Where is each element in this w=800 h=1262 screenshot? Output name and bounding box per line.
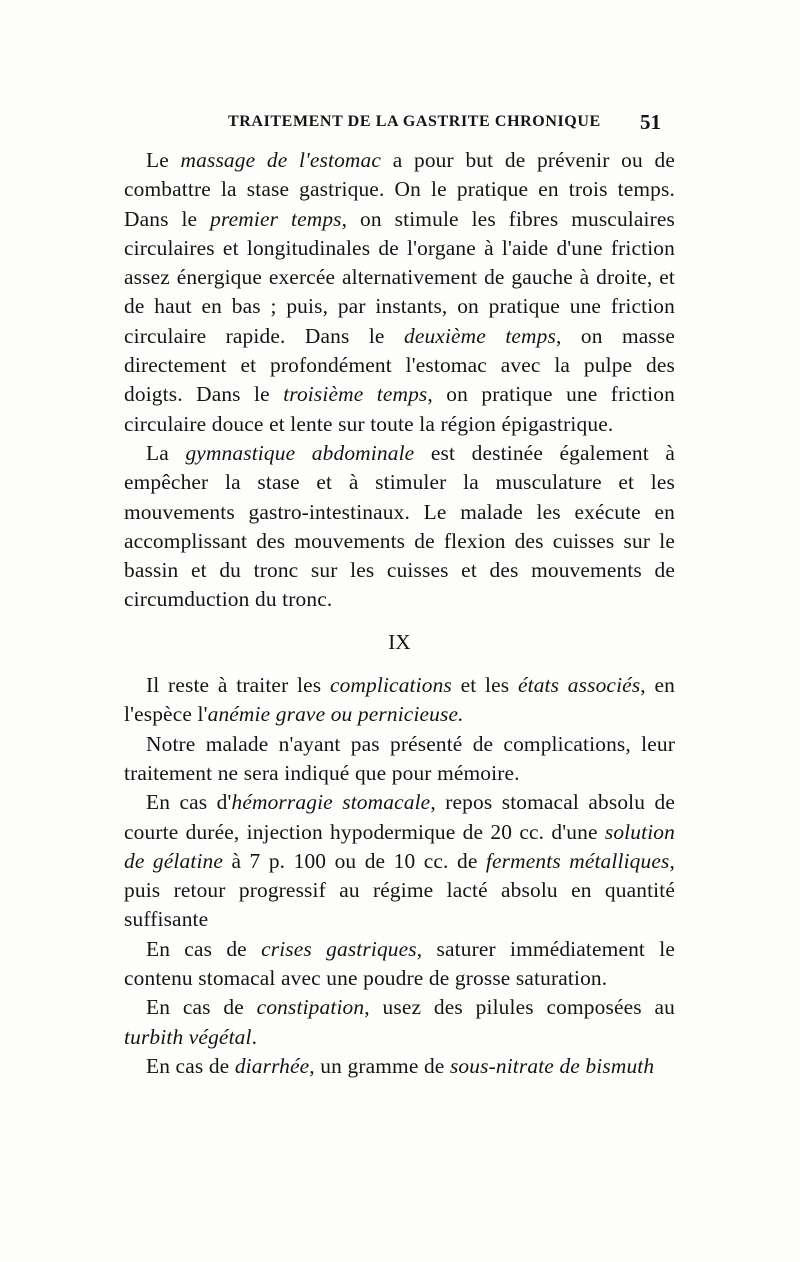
text-run: est destinée également à empêcher la stase et à stimuler la musculature et les mouvements gastro-intestinaux. Le malade les exécute en accomplissant des mouvements de flexion des cuisses sur le bassin et du tronc sur les cuisses et des mouvements de circumduction du tronc. bbox=[124, 440, 676, 612]
section-heading: IX bbox=[388, 629, 411, 654]
paragraph-gymnastique bbox=[124, 439, 675, 615]
italic-term: deuxième temps bbox=[403, 323, 556, 348]
text-run: En cas d' bbox=[146, 790, 232, 815]
italic-term: anémie grave ou pernicieuse. bbox=[207, 702, 464, 727]
paragraph-hemorragie bbox=[124, 788, 675, 934]
italic-term: premier temps bbox=[210, 206, 342, 231]
text-run: , on pratique une friction circulaire douce et lente sur toute la région épigastrique. bbox=[124, 382, 675, 436]
running-header bbox=[0, 110, 800, 143]
text-run: et les bbox=[451, 673, 518, 698]
text-run: Il reste à traiter les bbox=[146, 673, 330, 698]
paragraph-memoire bbox=[124, 730, 675, 789]
text-run: En cas de bbox=[146, 995, 257, 1020]
italic-term: constipation bbox=[256, 995, 365, 1020]
italic-term: complications bbox=[329, 673, 452, 698]
italic-term: troisième temps bbox=[283, 382, 428, 407]
text-run: , repos stomacal absolu de courte durée, injection hypodermique de 20 cc. d'une bbox=[124, 790, 675, 844]
italic-term: turbith végétal bbox=[124, 1024, 252, 1049]
text-run: , puis retour progressif au régime lacté absolu en quantité suffisante bbox=[124, 848, 675, 932]
text-run: , on masse directement et profondément l'estomac avec la pulpe des doigts. Dans le bbox=[124, 323, 675, 407]
text-run: à 7 p. 100 ou de 10 cc. de bbox=[223, 848, 486, 873]
paragraph-crises bbox=[124, 935, 675, 994]
text-run: . bbox=[251, 1024, 258, 1049]
text-run: Le bbox=[146, 148, 181, 172]
italic-term: solution de gélatine bbox=[124, 819, 675, 873]
italic-term: ferments métalliques bbox=[485, 848, 670, 873]
paragraph-massage bbox=[124, 146, 675, 439]
text-run: En cas de bbox=[146, 1053, 235, 1078]
text-run: En cas de bbox=[146, 936, 262, 961]
text-run: , en l'espèce l' bbox=[124, 673, 675, 727]
paragraph-complications bbox=[124, 671, 675, 730]
italic-term: massage de l'estomac bbox=[180, 148, 382, 172]
text-run: Notre malade n'ayant pas présenté de complications, leur traitement ne sera indiqué que pour mémoire. bbox=[124, 731, 675, 785]
text-run: , un gramme de bbox=[309, 1053, 450, 1078]
text-run: a pour but de prévenir ou de combattre la stase gastrique. On le pratique en trois temps. Dans le bbox=[124, 148, 676, 231]
page-number: 51 bbox=[640, 110, 661, 134]
body-text bbox=[124, 146, 675, 1081]
running-title: TRAITEMENT DE LA GASTRITE CHRONIQUE bbox=[228, 113, 601, 130]
paragraph-constipation bbox=[124, 993, 675, 1052]
italic-term: états associés bbox=[517, 673, 641, 698]
italic-term: diarrhée bbox=[234, 1053, 310, 1078]
text-run: La bbox=[146, 440, 186, 465]
italic-term: sous-nitrate de bismuth bbox=[449, 1053, 655, 1078]
text-run: , on stimule les fibres musculaires circulaires et longitudinales de l'organe à l'aide d'une friction assez énergique exercée alternativement de gauche à droite, et de haut en bas ; puis, par instants, on pratique une friction circulaire rapide. Dans le bbox=[124, 206, 676, 348]
text-run: , usez des pilules composées au bbox=[364, 995, 676, 1020]
italic-term: hémorragie stomacale bbox=[231, 790, 431, 815]
italic-term: gymnastique abdominale bbox=[185, 440, 415, 465]
italic-term: crises gastriques bbox=[261, 936, 417, 961]
paragraph-diarrhee bbox=[124, 1052, 675, 1081]
text-run: , saturer immédiatement le contenu stomacal avec une poudre de grosse saturation. bbox=[124, 936, 676, 991]
